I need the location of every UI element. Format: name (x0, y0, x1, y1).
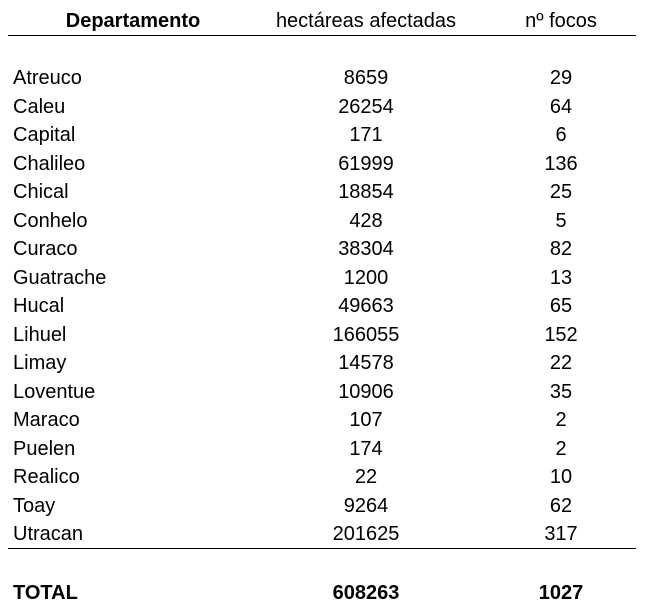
departamento-cell: Capital (13, 124, 76, 146)
hectareas-cell: 428 (349, 209, 383, 232)
departamento-cell: Atreuco (13, 67, 82, 89)
table-row (0, 178, 646, 206)
focos-cell: 35 (549, 380, 573, 403)
column-header-focos: nº focos (525, 10, 597, 32)
table-row (0, 93, 646, 121)
departamento-cell: Maraco (13, 409, 80, 431)
hectareas-cell: 107 (349, 409, 383, 431)
hectareas-cell: 38304 (338, 238, 394, 260)
column-header-hectareas: hectáreas afectadas (275, 10, 457, 32)
total-focos: 1027 (538, 582, 584, 604)
departamento-cell: Caleu (13, 95, 66, 118)
focos-cell: 22 (549, 352, 573, 374)
focos-cell: 10 (549, 466, 573, 488)
focos-cell: 64 (549, 95, 573, 118)
departamento-cell: Chical (13, 181, 69, 203)
table-row (0, 435, 646, 463)
focos-cell: 152 (544, 323, 578, 346)
table-row (0, 207, 646, 235)
focos-cell: 2 (555, 409, 567, 431)
focos-cell: 5 (555, 209, 567, 232)
departamento-cell: Utracan (13, 523, 84, 545)
focos-cell: 136 (544, 152, 578, 175)
hectareas-cell: 1200 (343, 266, 389, 289)
total-divider (8, 548, 636, 549)
hectareas-cell: 8659 (343, 67, 389, 89)
departamento-cell: Limay (13, 352, 67, 374)
hectareas-cell: 14578 (338, 352, 394, 374)
departamento-cell: Lihuel (13, 323, 67, 346)
departamento-cell: Loventue (13, 380, 96, 403)
departamento-cell: Conhelo (13, 209, 88, 232)
departamento-cell: Realico (13, 466, 80, 488)
table-row (0, 64, 646, 92)
table-row (0, 463, 646, 491)
focos-cell: 29 (549, 67, 573, 89)
total-hectareas: 608263 (332, 582, 400, 604)
hectareas-cell: 10906 (338, 380, 394, 403)
hectareas-cell: 61999 (338, 152, 394, 175)
hectareas-cell: 49663 (338, 295, 394, 317)
departamento-cell: Hucal (13, 295, 65, 317)
hectareas-cell: 26254 (338, 95, 394, 118)
departamento-cell: Chalileo (13, 152, 86, 175)
focos-cell: 25 (549, 181, 573, 203)
table-row (0, 235, 646, 263)
header-divider (8, 35, 636, 36)
total-label: TOTAL (13, 582, 78, 604)
hectareas-cell: 166055 (332, 323, 400, 346)
departamento-cell: Guatrache (13, 266, 107, 289)
focos-cell: 65 (549, 295, 573, 317)
focos-cell: 2 (555, 437, 567, 460)
focos-cell: 62 (549, 494, 573, 517)
departamento-cell: Curaco (13, 238, 78, 260)
table-header-row (0, 7, 646, 35)
hectareas-cell: 22 (354, 466, 378, 488)
table-row (0, 321, 646, 349)
departamento-cell: Puelen (13, 437, 76, 460)
column-header-departamento: Departamento (65, 10, 201, 32)
table-row (0, 378, 646, 406)
focos-cell: 13 (549, 266, 573, 289)
focos-cell: 82 (549, 238, 573, 260)
departamento-cell: Toay (13, 494, 56, 517)
table-row (0, 406, 646, 434)
focos-cell: 317 (544, 523, 578, 545)
total-row (0, 579, 646, 607)
hectareas-cell: 18854 (338, 181, 394, 203)
table-row (0, 349, 646, 377)
table-row (0, 121, 646, 149)
table-row (0, 292, 646, 320)
table-row (0, 492, 646, 520)
table-row (0, 264, 646, 292)
hectareas-cell: 201625 (332, 523, 400, 545)
hectareas-cell: 9264 (343, 494, 389, 517)
focos-cell: 6 (555, 124, 567, 146)
hectareas-cell: 171 (349, 124, 383, 146)
table-row (0, 150, 646, 178)
hectareas-cell: 174 (349, 437, 383, 460)
table-row (0, 520, 646, 548)
